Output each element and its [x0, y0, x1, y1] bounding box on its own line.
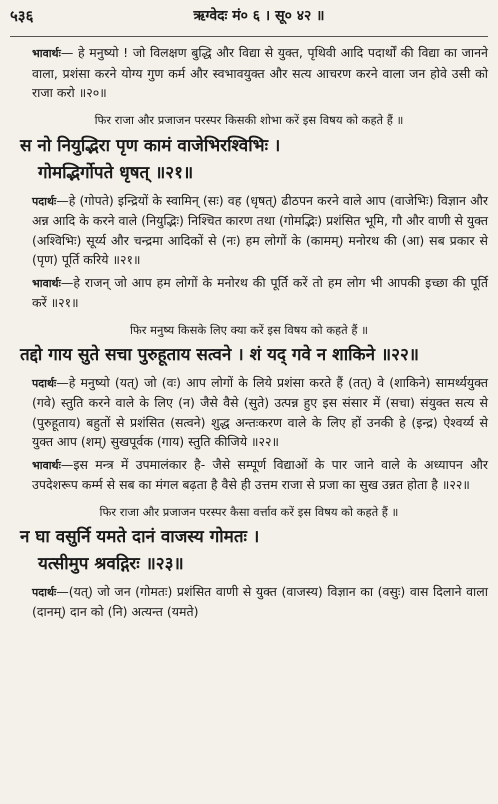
- running-title: ऋग्वेदः मं० ६ । सू० ४२ ॥: [193, 8, 325, 24]
- mantra-line: स नो नियुद्भिरा पृण कामं वाजेभिरश्विभिः ।: [20, 135, 281, 156]
- page-header: [10, 6, 488, 37]
- bhavarth-22: [10, 455, 488, 495]
- mantra-line: यत्सीमुप श्रवद्गिरः ॥२३॥: [38, 553, 184, 574]
- padarth-23: [10, 582, 488, 622]
- label-padarth: पदार्थः: [32, 376, 57, 390]
- bhavarth-20: [10, 43, 488, 103]
- label-bhavarth: भावार्थः: [32, 276, 61, 290]
- section-intro: फिर मनुष्य किसके लिए क्या करें इस विषय को कहते हैं ॥: [129, 322, 369, 337]
- bhavarth-text: —हे राजन् जो आप हम लोगों के मनोरथ की पूर्ति करें तो हम लोग भी आपकी इच्छा की पूर्ति करें ॥२१॥: [32, 274, 488, 310]
- label-padarth: पदार्थः: [32, 194, 57, 208]
- label-bhavarth: भावार्थः: [32, 458, 61, 472]
- page-number: ५३६: [10, 7, 34, 25]
- padarth-21: [10, 191, 488, 270]
- bhavarth-21: [10, 273, 488, 313]
- padarth-text: —(यत्) जो जन (गोमतः) प्रशंसित वाणी से युक्त (वाजस्य) विज्ञान का (वसुः) वास दिलाने वाला (दानम्) दान को (नि) अत्यन्त (यमते): [32, 583, 488, 619]
- padarth-text: —हे (गोपते) इन्द्रियों के स्वामिन् (सः) वह (धृषत्) ढीठपन करने वाले आप (वाजेभिः) विज्ञान और अन्न आदि के करने वाले (नियुद्भिः) निश्चित कारण तथा (गोमद्भिः) प्रशंसित भूमि, गौ और वाणी से युक्त (अश्विभिः) सूर्य्य और चन्द्रमा आदिकों से (नः) हम लोगों के (कामम्) मनोरथ की (आ) सब प्रकार से (पृण) पूर्ति करिये ॥२१॥: [32, 192, 488, 267]
- bhavarth-text: —इस मन्त्र में उपमालंकार है- जैसे सम्पूर्ण विद्याओं के पार जाने वाले के अध्यापन और उपदेशरूप कर्म्म से सब का मंगल बढ़ता है वैसे ही उत्तम राजा से प्रजा का सुख उन्नत होता है ॥२२॥: [32, 456, 488, 492]
- bhavarth-text: — हे मनुष्यो ! जो विलक्षण बुद्धि और विद्या से युक्त, पृथिवी आदि पदार्थों की विद्या का जानने वाला, प्रशंसा करने योग्य गुण कर्म और स्वभावयुक्त और सत्य आचरण करने वाला जन होवे उसी को राजा करो ॥२०॥: [32, 45, 488, 100]
- mantra-line: तद्दो गाय सुते सचा पुरुहूताय सत्वने । शं यद् गवे न शाकिने ॥२२॥: [20, 344, 419, 365]
- label-bhavarth: भावार्थः: [32, 47, 61, 60]
- padarth-text: —हे मनुष्यो (यत्) जो (वः) आप लोगों के लिये प्रशंसा करते हैं (तत्) वे (शाकिने) सामर्थ्ययुक्त (गवे) स्तुति करने वाले के लिए (न) जैसे वैसे (सुते) उत्पन्न हुए इस संसार में (सचा) संयुक्त सत्य से (पुरुहूताय) बहुतों से प्रशंसित (सत्वने) शुद्ध अन्तःकरण वाले के लिए हों उनकी हे (इन्द्र) ऐश्वर्य्य से युक्त आप (शम्) सुखपूर्वक (गाय) स्तुति कीजिये ॥२२॥: [32, 374, 488, 449]
- padarth-22: [10, 373, 488, 452]
- mantra-line: गोमद्भिर्गोपते धृषत् ॥२१॥: [38, 162, 194, 183]
- section-intro: फिर राजा और प्रजाजन परस्पर किसकी शोभा करें इस विषय को कहते हैं ॥: [94, 112, 404, 127]
- label-padarth: पदार्थः: [32, 585, 57, 599]
- section-intro: फिर राजा और प्रजाजन परस्पर कैसा वर्त्ताव करें इस विषय को कहते हैं ॥: [99, 504, 399, 519]
- mantra-line: न घा वसुर्नि यमते दानं वाजस्य गोमतः ।: [20, 526, 260, 547]
